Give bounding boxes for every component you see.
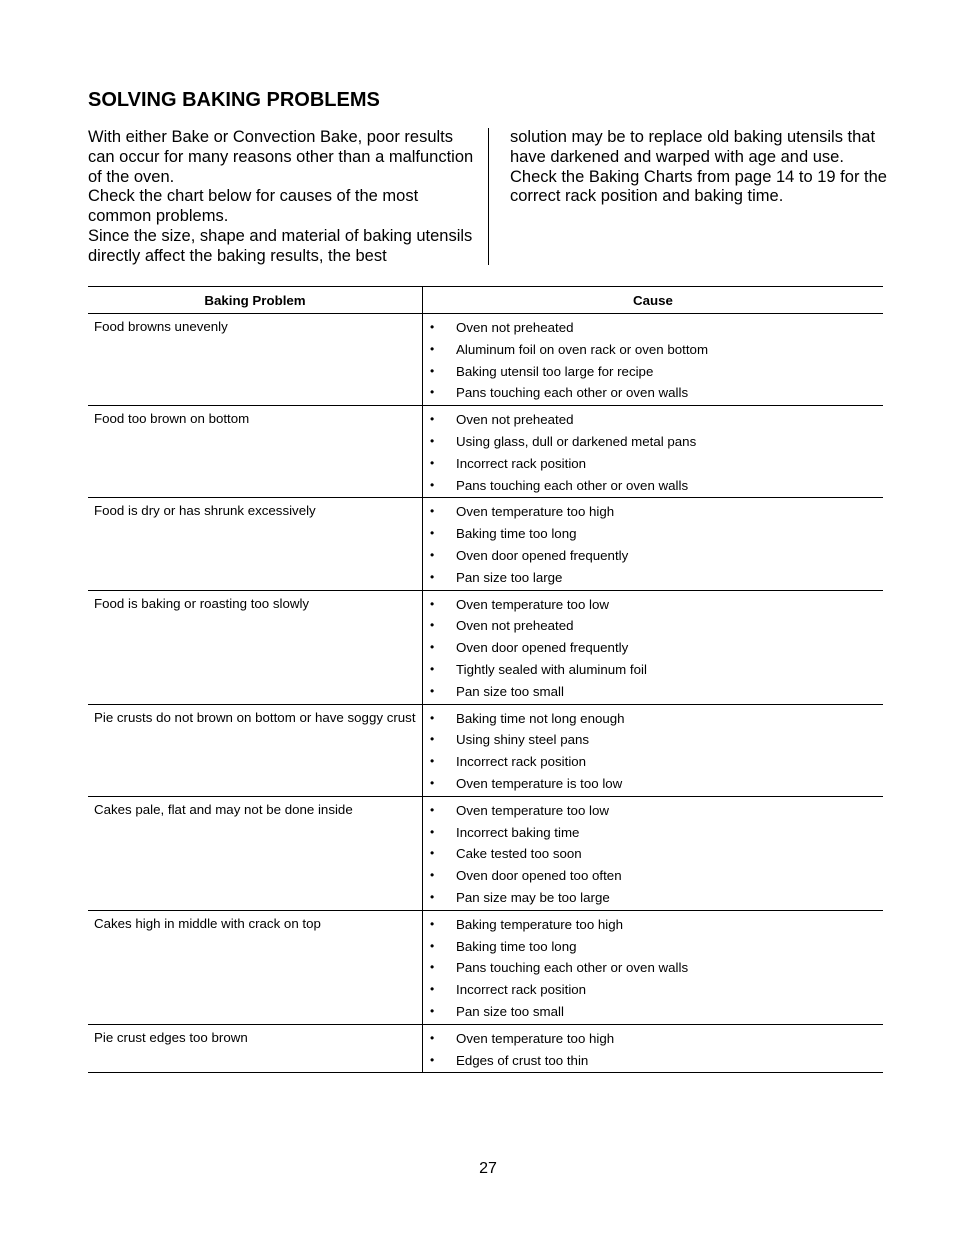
- cause-cell: [423, 796, 884, 910]
- problem-cell: Food browns unevenly: [88, 314, 423, 406]
- problem-cell: Food is baking or roasting too slowly: [88, 590, 423, 704]
- cause-item: • Baking time too long: [423, 523, 883, 545]
- column-divider: [488, 128, 489, 265]
- table-row: [88, 1024, 883, 1073]
- cause-item: • Oven not preheated: [423, 615, 883, 637]
- cause-item: • Baking time not long enough: [423, 708, 883, 730]
- cause-item: • Pans touching each other or oven walls: [423, 382, 883, 404]
- cause-item: • Pan size too large: [423, 567, 883, 589]
- cause-item: • Pan size may be too large: [423, 887, 883, 909]
- page-title: SOLVING BAKING PROBLEMS: [88, 89, 380, 111]
- cause-cell: [423, 590, 884, 704]
- cause-item: • Cake tested too soon: [423, 843, 883, 865]
- cause-cell: [423, 1024, 884, 1073]
- table-body: [88, 314, 883, 1073]
- table-row: [88, 314, 883, 406]
- cause-item: • Pan size too small: [423, 1001, 883, 1023]
- cause-item: • Edges of crust too thin: [423, 1050, 883, 1072]
- cause-item: • Tightly sealed with aluminum foil: [423, 659, 883, 681]
- cause-item: • Oven door opened frequently: [423, 545, 883, 567]
- cause-item: • Oven temperature too low: [423, 800, 883, 822]
- cause-item: • Oven temperature too high: [423, 501, 883, 523]
- cause-item: • Pan size too small: [423, 681, 883, 703]
- intro-paragraph: Check the Baking Charts from page 14 to 19 for the correct rack position and baking time.: [510, 167, 887, 206]
- cause-item: • Baking temperature too high: [423, 914, 883, 936]
- problem-cell: Cakes pale, flat and may not be done inside: [88, 796, 423, 910]
- cause-item: • Baking utensil too large for recipe: [423, 361, 883, 383]
- table-row: [88, 406, 883, 498]
- header-baking-problem: Baking Problem: [88, 287, 423, 314]
- table-row: [88, 498, 883, 590]
- table-row: [88, 796, 883, 910]
- cause-list: [423, 914, 883, 1023]
- cause-item: • Using glass, dull or darkened metal pans: [423, 431, 883, 453]
- cause-item: • Oven temperature too high: [423, 1028, 883, 1050]
- cause-item: • Incorrect rack position: [423, 979, 883, 1001]
- cause-item: • Oven not preheated: [423, 409, 883, 431]
- cause-cell: [423, 704, 884, 796]
- cause-cell: [423, 910, 884, 1024]
- page-number: 27: [479, 1160, 497, 1177]
- intro-paragraph: Since the size, shape and material of baking utensils directly affect the baking results, the best: [88, 226, 473, 265]
- cause-cell: [423, 314, 884, 406]
- intro-paragraph: Check the chart below for causes of the most common problems.: [88, 187, 419, 226]
- cause-item: • Oven door opened too often: [423, 865, 883, 887]
- cause-item: • Incorrect baking time: [423, 822, 883, 844]
- problem-cell: Food is dry or has shrunk excessively: [88, 498, 423, 590]
- cause-item: • Pans touching each other or oven walls: [423, 957, 883, 979]
- intro-paragraph: With either Bake or Convection Bake, poor results can occur for many reasons other than a malfunction of the oven.: [88, 128, 474, 186]
- baking-problems-table: [88, 286, 883, 1073]
- table-header-row: [88, 287, 883, 314]
- table-row: [88, 704, 883, 796]
- cause-list: [423, 800, 883, 909]
- table-row: [88, 590, 883, 704]
- cause-list: [423, 409, 883, 496]
- intro-paragraph: solution may be to replace old baking utensils that have darkened and warped with age and use.: [510, 128, 876, 166]
- intro-right-column: [510, 128, 890, 207]
- cause-item: • Baking time too long: [423, 936, 883, 958]
- cause-item: • Using shiny steel pans: [423, 729, 883, 751]
- cause-item: • Incorrect rack position: [423, 453, 883, 475]
- cause-list: [423, 1028, 883, 1072]
- cause-list: [423, 594, 883, 703]
- cause-item: • Pans touching each other or oven walls: [423, 475, 883, 497]
- cause-item: • Incorrect rack position: [423, 751, 883, 773]
- cause-item: • Oven not preheated: [423, 317, 883, 339]
- cause-cell: [423, 406, 884, 498]
- cause-item: • Oven door opened frequently: [423, 637, 883, 659]
- table-row: [88, 910, 883, 1024]
- cause-list: [423, 501, 883, 588]
- problem-cell: Cakes high in middle with crack on top: [88, 910, 423, 1024]
- problem-cell: Pie crust edges too brown: [88, 1024, 423, 1073]
- cause-item: • Oven temperature is too low: [423, 773, 883, 795]
- problem-cell: Food too brown on bottom: [88, 406, 423, 498]
- cause-item: • Aluminum foil on oven rack or oven bottom: [423, 339, 883, 361]
- cause-list: [423, 317, 883, 404]
- cause-item: • Oven temperature too low: [423, 594, 883, 616]
- cause-cell: [423, 498, 884, 590]
- cause-list: [423, 708, 883, 795]
- header-cause: Cause: [423, 287, 884, 314]
- problem-cell: Pie crusts do not brown on bottom or have soggy crust: [88, 704, 423, 796]
- intro-left-column: [88, 128, 476, 267]
